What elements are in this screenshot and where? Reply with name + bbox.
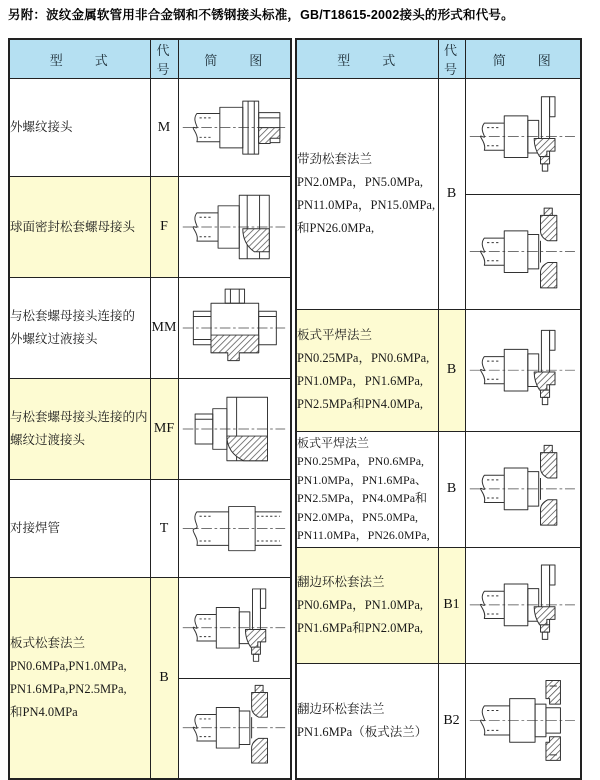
diagram xyxy=(466,548,581,663)
diagram-cell xyxy=(465,431,581,547)
fitting-type-cell xyxy=(9,578,150,780)
fitting-type-line: PN2.0MPa，PN5.0MPa, xyxy=(297,509,419,524)
table-row xyxy=(9,79,291,177)
diagram xyxy=(179,278,291,378)
fitting-type-line: PN1.6MPa和PN2.0MPa, xyxy=(297,620,424,635)
left-fitting-table xyxy=(8,38,292,780)
fitting-type-line: 和PN26.0MPa, xyxy=(297,221,375,236)
fitting-code-cell: B xyxy=(150,578,178,780)
fitting-type-line: 与松套螺母接头连接的 xyxy=(10,309,136,323)
fitting-type-line: PN2.0MPa，PN5.0MPa, xyxy=(297,175,424,190)
fitting-type-line: 和PN4.0MPa xyxy=(10,705,78,719)
fitting-type-line: 外螺纹接头 xyxy=(10,120,73,134)
header-type: 型 式 xyxy=(296,39,438,79)
diagram xyxy=(179,379,291,479)
fitting-type-line: 板式平焊法兰 xyxy=(297,328,373,343)
fitting-code-cell: B xyxy=(438,79,465,310)
fitting-type-line: PN1.0MPa，PN1.6MPa、 xyxy=(297,472,428,487)
diagram-cell xyxy=(178,177,291,278)
fitting-type-line: 外螺纹过液接头 xyxy=(10,332,98,346)
flared-flange-diagram xyxy=(468,668,577,773)
fitting-type-line: PN2.5MPa和PN4.0MPa, xyxy=(297,397,424,412)
diagram-cell xyxy=(178,480,291,578)
diagram xyxy=(466,310,581,430)
fitting-type-line: 对接焊管 xyxy=(10,521,61,535)
fitting-code-cell: B1 xyxy=(438,547,465,663)
diagram xyxy=(179,79,291,176)
fitting-code-cell: B xyxy=(438,310,465,431)
fitting-code-cell: B xyxy=(438,431,465,547)
diagram-cell xyxy=(178,79,291,177)
header-row xyxy=(9,39,291,79)
fitting-type-line: PN1.6MPa,PN2.5MPa, xyxy=(10,682,127,696)
fitting-type-line: 板式平焊法兰 xyxy=(297,435,370,450)
fitting-type-cell xyxy=(296,431,438,547)
fitting-type-cell xyxy=(9,379,150,480)
fitting-code-cell: F xyxy=(150,177,178,278)
diagram-cell xyxy=(465,547,581,663)
plate-flange-diagram xyxy=(468,315,577,425)
fitting-type-cell xyxy=(9,480,150,578)
butt-weld-diagram xyxy=(181,484,287,573)
table-row xyxy=(296,79,581,310)
fitting-type-line: 螺纹过渡接头 xyxy=(10,433,86,447)
fitting-type-cell xyxy=(9,79,150,177)
fitting-code-cell: M xyxy=(150,79,178,177)
diagram xyxy=(179,578,291,678)
diagram-cell xyxy=(465,310,581,431)
diagram xyxy=(466,432,581,547)
right-fitting-table xyxy=(295,38,582,780)
plate-flange-diagram xyxy=(181,582,287,674)
fitting-type-line: PN1.0MPa，PN1.6MPa, xyxy=(297,374,424,389)
table-row xyxy=(296,663,581,779)
diagram xyxy=(466,79,581,194)
diagram xyxy=(466,664,581,778)
diagram-cell xyxy=(465,663,581,779)
lap-flange-diagram xyxy=(468,436,577,542)
fitting-type-cell xyxy=(9,278,150,379)
fitting-type-line: 球面密封松套螺母接头 xyxy=(10,219,136,234)
fitting-type-line: PN0.6MPa，PN1.0MPa, xyxy=(297,597,424,612)
fitting-code-cell: MM xyxy=(150,278,178,379)
fitting-type-line: 带劲松套法兰 xyxy=(297,152,373,167)
header-row xyxy=(296,39,581,79)
fitting-type-line: PN0.25MPa，PN0.6MPa, xyxy=(297,454,425,469)
table-row xyxy=(296,310,581,431)
header-diagram: 简 图 xyxy=(465,39,581,79)
female-adapter-diagram xyxy=(181,383,287,475)
fitting-type-cell xyxy=(296,547,438,663)
plate-flange-diagram xyxy=(468,84,577,189)
header-diagram: 简 图 xyxy=(178,39,291,79)
fitting-type-cell xyxy=(296,310,438,431)
table-row xyxy=(9,578,291,780)
fitting-type-line: 翻边环松套法兰 xyxy=(297,574,385,589)
male-thread-diagram xyxy=(181,83,287,172)
fitting-code-cell: T xyxy=(150,480,178,578)
fitting-type-line: 板式松套法兰 xyxy=(10,636,86,650)
plate-flange-diagram xyxy=(468,552,577,658)
swivel-nut-diagram xyxy=(181,181,287,273)
fitting-type-cell xyxy=(296,663,438,779)
fitting-type-line: PN2.5MPa，PN4.0MPa和 xyxy=(297,491,428,506)
fitting-code-cell: MF xyxy=(150,379,178,480)
diagram xyxy=(179,678,291,779)
table-row xyxy=(9,177,291,278)
fitting-type-line: PN11.0MPa，PN15.0MPa, xyxy=(297,198,436,213)
diagram xyxy=(179,480,291,577)
page-title: 另附：波纹金属软管用非合金钢和不锈钢接头标准，GB/T18615-2002接头的形式和代号。 xyxy=(8,8,514,22)
table-row xyxy=(9,278,291,379)
fitting-type-cell xyxy=(9,177,150,278)
diagram-cell xyxy=(465,79,581,310)
fitting-type-cell xyxy=(296,79,438,310)
nipple-diagram xyxy=(181,282,287,374)
table-row xyxy=(296,431,581,547)
fitting-tables xyxy=(8,38,582,780)
fitting-type-line: PN0.6MPa,PN1.0MPa, xyxy=(10,659,127,673)
header-type: 型 式 xyxy=(9,39,150,79)
diagram-cell xyxy=(178,278,291,379)
diagram-cell xyxy=(178,379,291,480)
diagram-cell xyxy=(178,578,291,780)
fitting-type-line: PN11.0MPa，PN26.0MPa, xyxy=(297,528,430,543)
fitting-type-line: PN0.25MPa，PN0.6MPa, xyxy=(297,351,430,366)
lap-flange-diagram xyxy=(468,199,577,304)
fitting-type-line: 翻边环松套法兰 xyxy=(297,701,385,716)
header-code: 代号 xyxy=(438,39,465,79)
table-row xyxy=(296,547,581,663)
fitting-type-line: PN1.6MPa（板式法兰） xyxy=(297,724,428,739)
table-row xyxy=(9,480,291,578)
diagram xyxy=(179,177,291,277)
header-code: 代号 xyxy=(150,39,178,79)
fitting-type-line: 与松套螺母接头连接的内 xyxy=(10,410,148,424)
fitting-code-cell: B2 xyxy=(438,663,465,779)
lap-flange-diagram xyxy=(181,682,287,774)
table-row xyxy=(9,379,291,480)
diagram xyxy=(466,194,581,310)
